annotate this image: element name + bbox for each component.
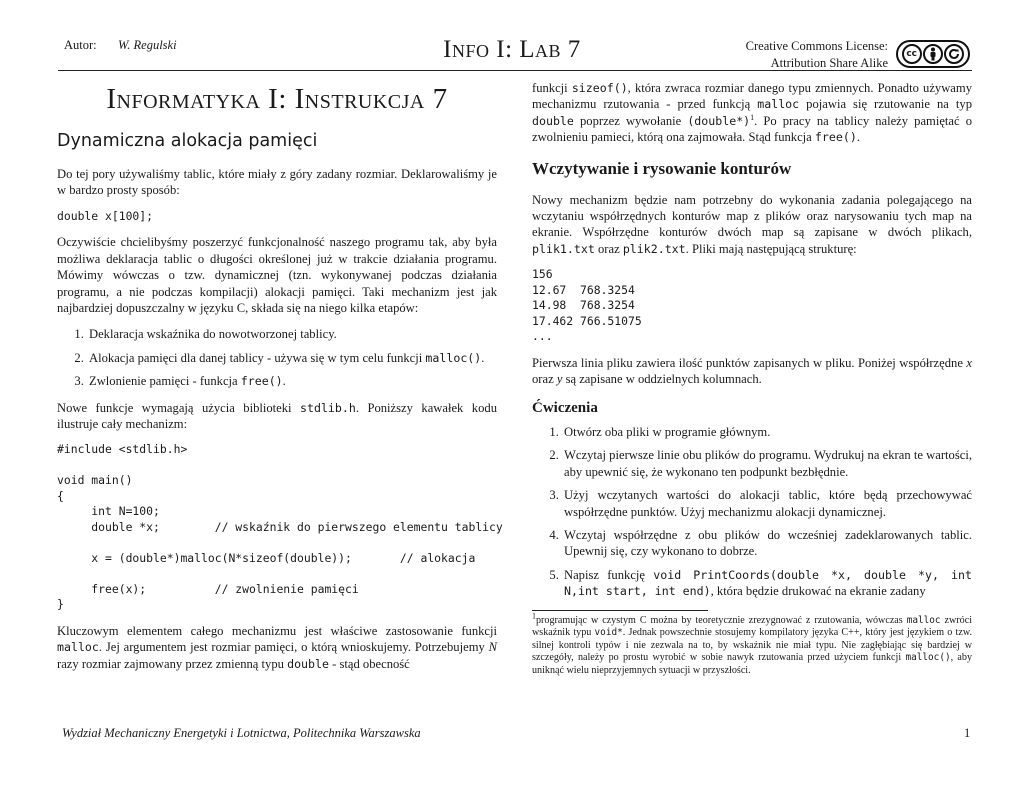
list-item: 2. Alokacja pamięci dla danej tablicy - używa się w tym celu funkcji malloc(). [87,350,497,366]
inline-code: double [532,113,574,128]
list-item: 2. Wczytaj pierwsze linie obu plików do programu. Wydrukuj na ekran te wartości, aby upewnić się, że wykonano ten podpunkt bezbłędnie. [562,447,972,480]
paragraph-malloc: Kluczowym elementem całego mechanizmu jest właściwe zastosowanie funkcji malloc. Jej argumentem jest rozmiar pamięci, o którą wnioskujemy. Potrzebujemy N razy rozmiar zajmowany przez zmienną typu double - stąd obecność [57,623,497,671]
footer-institution: Wydział Mechaniczny Energetyki i Lotnictwa, Politechnika Warszawska [62,726,421,740]
inline-code: void* [594,627,623,639]
list-item: 1. Deklaracja wskaźnika do nowotworzonej tablicy. [87,326,497,342]
paragraph-file-format: Pierwsza linia pliku zawiera ilość punktów zapisanych w pliku. Poniżej współrzędne x oraz y są zapisane w oddzielnych kolumnach. [532,355,972,387]
paragraph-dynamic: Oczywiście chcielibyśmy poszerzyć funkcjonalność naszego programu tak, aby była możliwa deklaracja tablic o długości określonej już w trakcie działania programu. Mówimy wówczas o tzw. dynamicznej (tzn. wykonywanej podczas działania programu, a nie podczas kompilacji) alokacji pamięci. Taki mechanizm jest jak najbardziej dopuszczalny w języku C, składa się na niego kilka etapów: [57,235,497,315]
footnote: $^1$programując w czystym C można by teoretycznie zrezygnować z rzutowania, wówczas malloc zwróci wskaźnik typu void*. Jednak powszechnie stosujemy kompilatory języka C++, który jest językiem o tzw. silnej kontroli typów i nie zezwala na to, by wskaźnik nie miał typu. Nie zagłębiając się bardziej w szczegóły, należy po prostu wyrobić w sobie nawyk rzutowania przed użyciem funkcji malloc(), aby uniknąć wielu nieprzyjemnych sytuacji w przyszłości. [532,611,972,676]
inline-code: malloc [57,640,99,655]
list-item: 3. Zwlonienie pamięci - funkcja free(). [87,373,497,389]
inline-code: sizeof() [571,81,628,95]
paragraph-files: Nowy mechanizm będzie nam potrzebny do wykonania zadania polegającego na wczytaniu współrzędnych konturów map z plików oraz narysowaniu tych map na ekranie. Współrzędne konturów dwóch map są zapisane w dwóch plikach, plik1.txt oraz plik2.txt. Pliki mają następującą strukturę: [532,192,972,256]
list-item: 5. Napisz funkcję void PrintCoords(double *x, double *y, int N,int start, int end), która będzie drukować na ekranie zadany [562,567,972,600]
cc-license-badge [896,40,970,68]
paragraph-intro: Do tej pory używaliśmy tablic, które miały z góry zadany rozmiar. Deklarowaliśmy je w bardzo prosty sposób: [57,167,497,198]
paragraph-sizeof: funkcji sizeof(), która zwraca rozmiar danego typu zmiennych. Ponadto używamy mechanizmu rzutowania - przed funkcją malloc pojawia się rzutowanie na typ double poprzez wywołanie (double*)$^1$. Po pracy na tablicy należy pamiętać o zwolnieniu pamieci, którą ona zajmowała. Stąd funkcja free(). [532,81,973,145]
inline-code: malloc() [905,652,951,664]
by-icon [923,44,943,64]
header-rule [58,70,972,71]
paragraph-library: Nowe funkcje wymagają użycia biblioteki stdlib.h. Poniższy kawałek kodu ilustruje cały mechanizm: [57,400,497,431]
author-name: W. Regulski [118,38,177,52]
license-line-2: Attribution Share Alike [770,56,888,70]
inline-code: free() [814,130,857,145]
code-static-array: double x[100]; [57,208,154,223]
inline-code: malloc [757,97,800,112]
inline-code: plik1.txt [532,241,595,256]
footnote-number: 1 [532,611,536,621]
steps-list [57,326,497,389]
footnote-rule [532,610,708,611]
list-item: 1. Otwórz oba pliki w programie głównym. [562,424,972,440]
list-item: 3. Użyj wczytanych wartości do alokacji tablic, które będą przechowywać współrzędne punktów. Użyj mechanizmu alokacji dynamicznej. [562,487,972,520]
code-malloc-example: #include <stdlib.h> void main() { int N=100; double *x; // wskaźnik do pierwszego elementu tablicy x = (double*)malloc(N*sizeof(double)); // alokacja free(x); // zwolnienie pamięci } [57,442,503,612]
left-column [57,80,503,682]
cc-icon: cc [902,44,922,64]
section-heading-dynamic-allocation: Dynamiczna alokacja pamięci [57,131,318,151]
inline-code: (double*) [687,113,751,128]
page-number: 1 [964,726,971,740]
right-column [532,80,972,678]
inline-code: malloc [906,614,941,626]
license-line-1: Creative Commons License: [745,39,888,53]
inline-code: stdlib.h [300,400,356,415]
footnote-marker: 1 [750,112,755,122]
inline-code: double [287,656,329,671]
code-file-structure: 156 12.67 768.3254 14.98 768.3254 17.462 766.51075 ... [532,267,642,344]
document-title: Informatyka I: Instrukcja 7 [106,83,448,115]
sa-icon [944,44,964,64]
author-label: Autor: [64,38,97,52]
inline-code: void PrintCoords(double *x, double *y, int N,int start, int end) [564,567,972,599]
section-heading-contours: Wczytywanie i rysowanie konturów [532,158,792,178]
exercises-list [532,424,972,600]
inline-code: plik2.txt [622,241,686,256]
inline-code: malloc() [425,350,482,365]
section-heading-exercises: Ćwiczenia [532,399,598,416]
inline-code: free() [240,374,283,389]
license-text [746,38,888,72]
header-title: Info I: Lab 7 [443,36,581,63]
list-item: 4. Wczytaj współrzędne z obu plików do wcześniej zadeklarowanych tablic. Upewnij się, czy wykonano to dobrze. [562,527,972,560]
